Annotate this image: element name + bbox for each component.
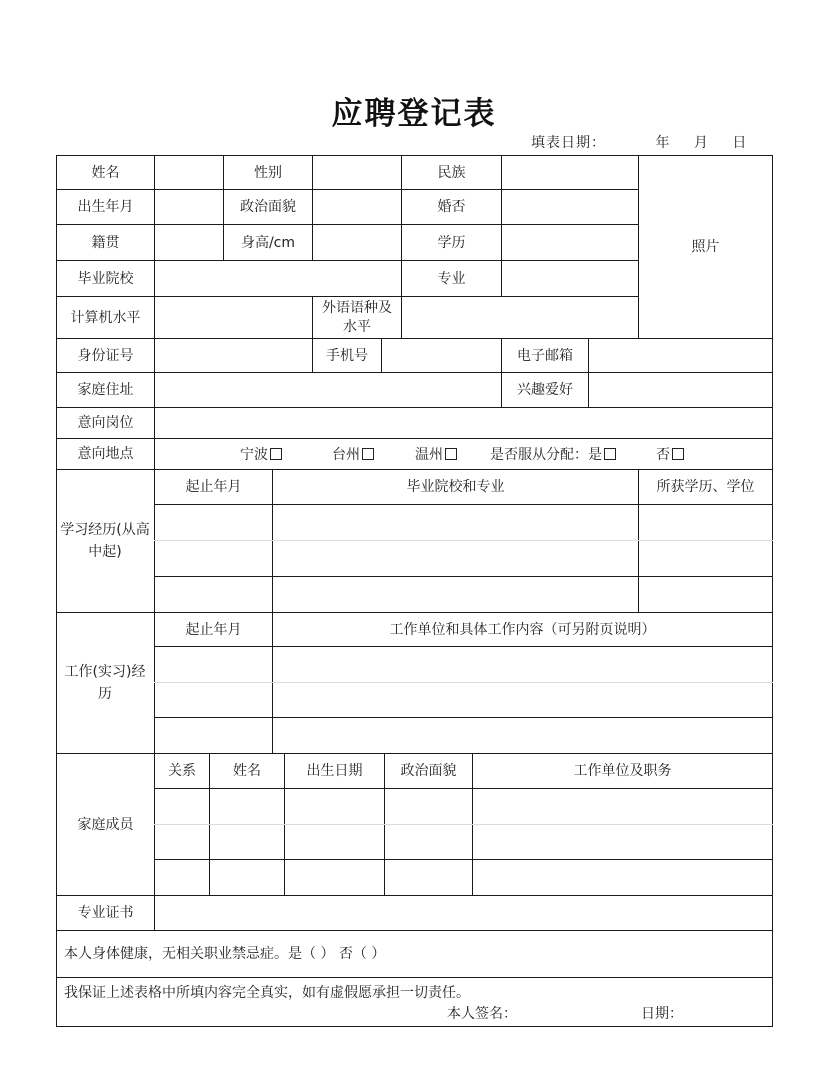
assignment-label: 是否服从分配：是 — [490, 447, 602, 463]
ethnicity-label: 民族 — [437, 164, 466, 181]
assignment-no-checkbox[interactable] — [672, 448, 684, 460]
wenzhou-label: 温州 — [415, 447, 443, 463]
native-place-label: 籍贯 — [91, 234, 120, 251]
health-statement: 本人身体健康，无相关职业禁忌症。是（ ） 否（ ） — [64, 946, 386, 962]
family-header-employer: 工作单位及职务 — [573, 763, 672, 779]
study-section-label: 学习经历(从高中起) — [60, 522, 150, 560]
computer-level-label: 计算机水平 — [70, 309, 141, 326]
gender-label: 性别 — [254, 164, 282, 181]
family-header-politics: 政治面貌 — [400, 763, 457, 779]
name-label: 姓名 — [91, 164, 120, 181]
declaration-statement: 我保证上述表格中所填内容完全真实，如有虚假愿承担一切责任。 — [64, 985, 470, 1001]
assignment-no-option[interactable] — [656, 444, 684, 464]
location-option-wenzhou[interactable] — [415, 444, 457, 464]
id-number-label: 身份证号 — [77, 347, 134, 364]
school-label: 毕业院校 — [77, 270, 134, 287]
certificate-label: 专业证书 — [77, 905, 134, 921]
location-option-ningbo[interactable] — [240, 444, 282, 464]
family-section-label: 家庭成员 — [77, 816, 134, 833]
fill-date-label: 填表日期： — [531, 135, 606, 151]
work-section-label: 工作(实习)经历 — [64, 664, 146, 702]
taizhou-checkbox[interactable] — [362, 448, 374, 460]
education-label: 学历 — [437, 234, 466, 251]
fill-date-month: 月 — [693, 135, 709, 151]
email-label: 电子邮箱 — [517, 347, 573, 364]
desired-position-label: 意向岗位 — [77, 415, 134, 431]
taizhou-label: 台州 — [332, 447, 360, 463]
study-header-degree: 所获学历、学位 — [656, 479, 755, 495]
address-label: 家庭住址 — [77, 382, 134, 398]
marital-label: 婚否 — [437, 199, 466, 215]
politics-label: 政治面貌 — [240, 199, 296, 215]
assignment-yes-checkbox[interactable] — [604, 448, 616, 460]
assignment-no-label: 否 — [656, 447, 670, 463]
work-header-period: 起止年月 — [185, 621, 242, 638]
photo-label: 照片 — [691, 239, 720, 255]
fill-date-line — [531, 132, 747, 152]
study-header-period: 起止年月 — [185, 479, 242, 495]
fill-date-year: 年 — [655, 135, 671, 151]
birth-label: 出生年月 — [77, 199, 134, 215]
location-option-taizhou[interactable] — [332, 444, 374, 464]
family-header-birth: 出生日期 — [306, 763, 363, 779]
study-header-school: 毕业院校和专业 — [406, 479, 505, 495]
desired-location-label: 意向地点 — [77, 446, 134, 462]
foreign-language-label: 外语语种及水平 — [322, 299, 392, 335]
mobile-label: 手机号 — [326, 347, 368, 364]
hobbies-label: 兴趣爱好 — [517, 382, 573, 398]
wenzhou-checkbox[interactable] — [445, 448, 457, 460]
fill-date-day: 日 — [732, 135, 748, 151]
form-title: 应聘登记表 — [331, 96, 497, 132]
family-header-relation: 关系 — [168, 763, 196, 779]
ningbo-label: 宁波 — [240, 447, 268, 463]
ningbo-checkbox[interactable] — [270, 448, 282, 460]
height-label: 身高/cm — [240, 234, 296, 251]
signature-label: 本人签名： — [447, 1006, 517, 1022]
major-label: 专业 — [437, 270, 466, 287]
assignment-yes-option[interactable] — [490, 444, 616, 464]
family-header-name: 姓名 — [233, 763, 261, 779]
sign-date-label: 日期： — [641, 1006, 683, 1022]
work-header-content: 工作单位和具体工作内容（可另附页说明） — [389, 621, 656, 638]
